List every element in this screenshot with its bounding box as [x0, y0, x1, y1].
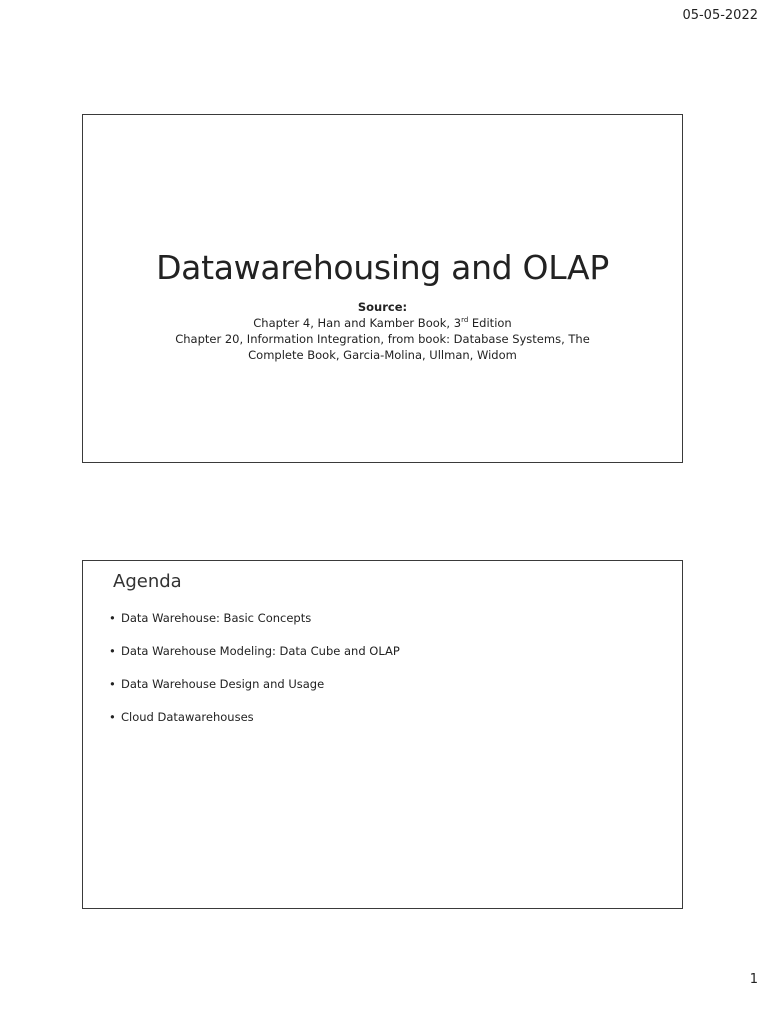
page-number: 1	[749, 972, 758, 987]
bullet-icon: •	[109, 677, 116, 691]
list-item	[109, 677, 400, 710]
list-item-label: Cloud Datawarehouses	[121, 710, 254, 724]
list-item-label: Data Warehouse Design and Usage	[121, 677, 325, 691]
bullet-icon: •	[109, 710, 116, 724]
slide-subtitle	[83, 299, 682, 363]
agenda-slide	[82, 560, 683, 909]
list-item	[109, 644, 400, 677]
source-label: Source:	[357, 300, 408, 314]
source-line-1	[83, 315, 682, 331]
slide-title: Datawarehousing and OLAP	[156, 248, 609, 287]
page-date: 05-05-2022	[682, 8, 758, 23]
source-line-1-text: Chapter 4, Han and Kamber Book, 3	[253, 316, 462, 330]
title-slide	[82, 114, 683, 463]
title-block	[83, 248, 682, 363]
agenda-list	[109, 611, 400, 743]
list-item	[109, 611, 400, 644]
source-line-1-suffix: Edition	[468, 316, 512, 330]
source-line-2: Chapter 20, Information Integration, from book: Database Systems, The	[175, 332, 590, 346]
source-line-3: Complete Book, Garcia-Molina, Ullman, Widom	[248, 348, 517, 362]
agenda-title: Agenda	[113, 571, 182, 592]
bullet-icon: •	[109, 644, 116, 658]
list-item-label: Data Warehouse Modeling: Data Cube and OLAP	[121, 644, 400, 658]
bullet-icon: •	[109, 611, 116, 625]
list-item-label: Data Warehouse: Basic Concepts	[121, 611, 312, 625]
ordinal-suffix: rd	[461, 316, 469, 325]
list-item	[109, 710, 400, 743]
